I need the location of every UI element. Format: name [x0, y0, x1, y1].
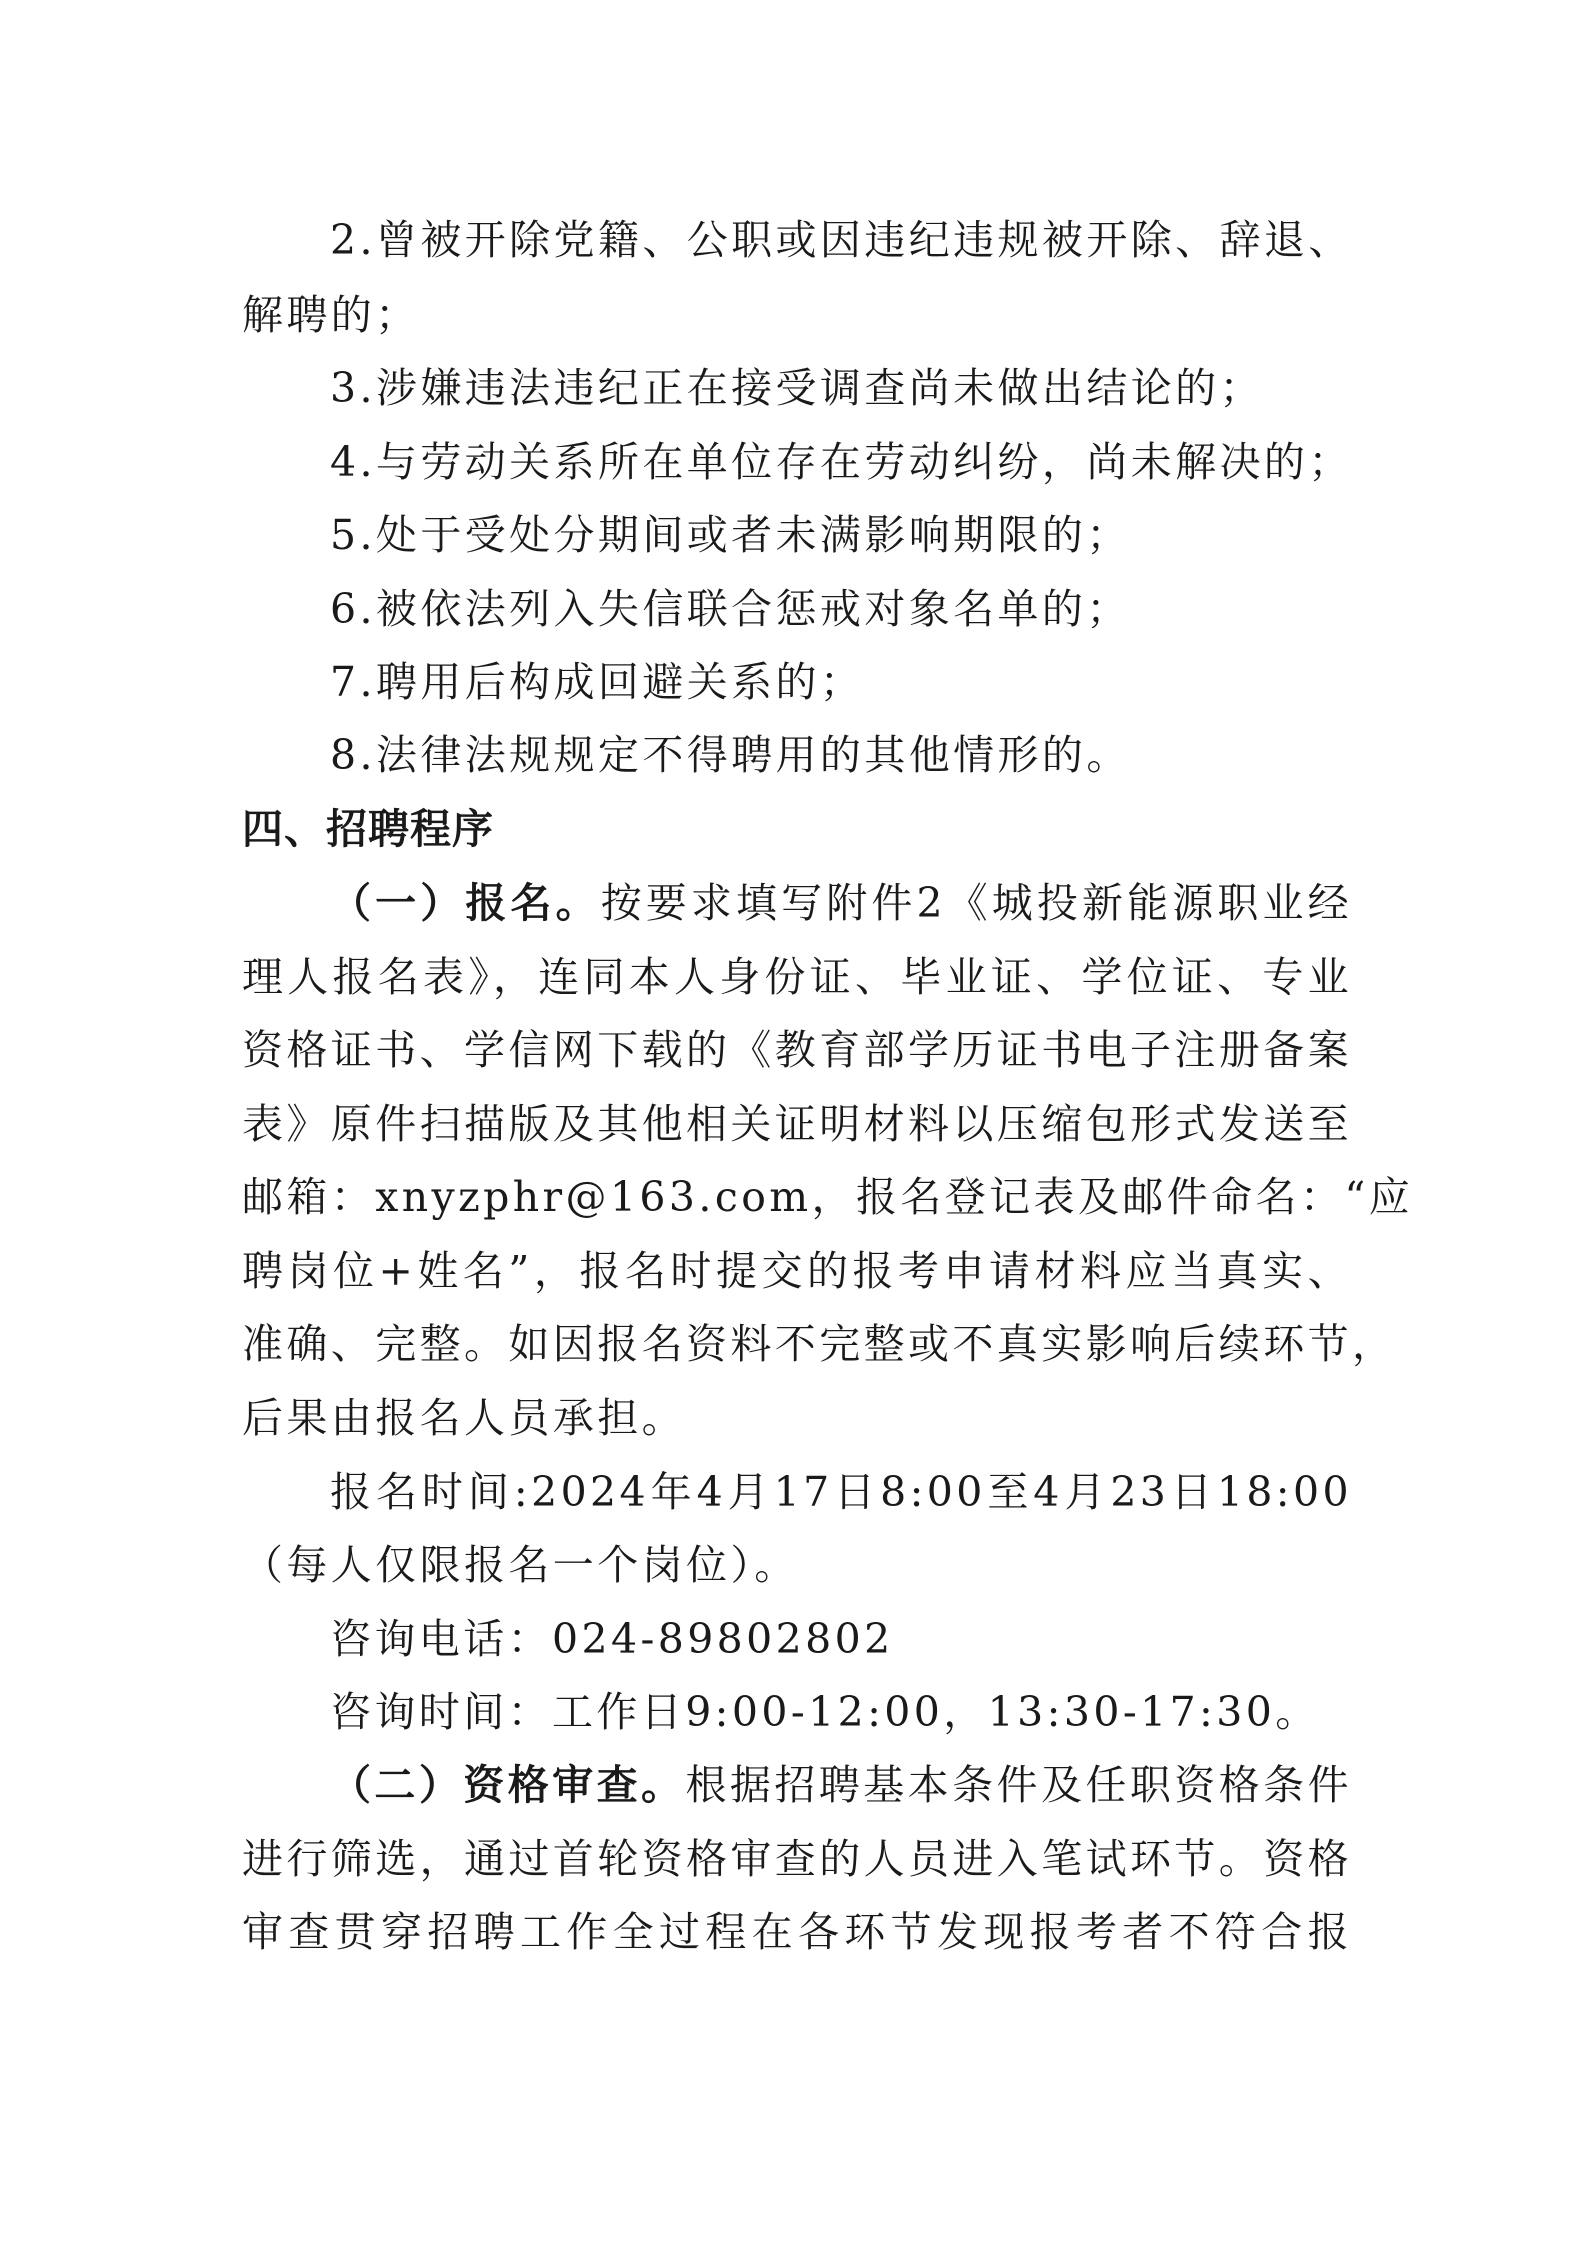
- qualification-paragraph-line-1: [330, 1759, 1352, 1811]
- registration-line-7: 准确、完整。如因报名资料不完整或不真实影响后续环节，: [242, 1320, 1397, 1368]
- qualification-text: 根据招聘基本条件及任职资格条件: [685, 1761, 1353, 1809]
- registration-line-2: 理人报名表》，连同本人身份证、毕业证、学位证、专业: [242, 953, 1352, 1001]
- item-2-line-1: 2.曾被开除党籍、公职或因违纪违规被开除、辞退、: [330, 216, 1353, 264]
- qualification-label: （二）资格审查。: [330, 1761, 686, 1809]
- item-3: 3.涉嫌违法违纪正在接受调查尚未做出结论的；: [330, 364, 1264, 412]
- registration-line-3: 资格证书、学信网下载的《教育部学历证书电子注册备案: [242, 1026, 1352, 1074]
- registration-time-note: （每人仅限报名一个岗位）。: [242, 1541, 799, 1589]
- qualification-line-3: 审查贯穿招聘工作全过程在各环节发现报考者不符合报: [242, 1908, 1352, 1956]
- registration-paragraph-line-1: [330, 877, 1352, 929]
- registration-line-6: 聘岗位+姓名”，报名时提交的报考申请材料应当真实、: [242, 1247, 1352, 1295]
- registration-line-5: 邮箱：xnyzphr@163.com，报名登记表及邮件命名：“应: [242, 1173, 1414, 1221]
- item-8: 8.法律法规规定不得聘用的其他情形的。: [330, 731, 1131, 779]
- section-heading: 四、招聘程序: [242, 805, 494, 853]
- registration-time: 报名时间:2024年4月17日8:00至4月23日18:00: [330, 1468, 1352, 1516]
- registration-line-8: 后果由报名人员承担。: [242, 1394, 686, 1442]
- item-7: 7.聘用后构成回避关系的；: [330, 658, 865, 706]
- consult-phone: 咨询电话：024-89802802: [330, 1615, 894, 1663]
- qualification-line-2: 进行筛选，通过首轮资格审查的人员进入笔试环节。资格: [242, 1835, 1352, 1883]
- registration-line-4: 表》原件扫描版及其他相关证明材料以压缩包形式发送至: [242, 1100, 1352, 1148]
- item-2-line-2: 解聘的；: [242, 291, 420, 339]
- item-5: 5.处于受处分期间或者未满影响期限的；: [330, 511, 1131, 559]
- item-6: 6.被依法列入失信联合惩戒对象名单的；: [330, 585, 1131, 633]
- consult-hours: 咨询时间：工作日9:00-12:00，13:30-17:30。: [330, 1688, 1320, 1736]
- item-4: 4.与劳动关系所在单位存在劳动纠纷，尚未解决的；: [330, 438, 1353, 486]
- registration-label: （一）报名。: [330, 879, 601, 927]
- registration-text: 按要求填写附件2《城投新能源职业经: [600, 879, 1352, 927]
